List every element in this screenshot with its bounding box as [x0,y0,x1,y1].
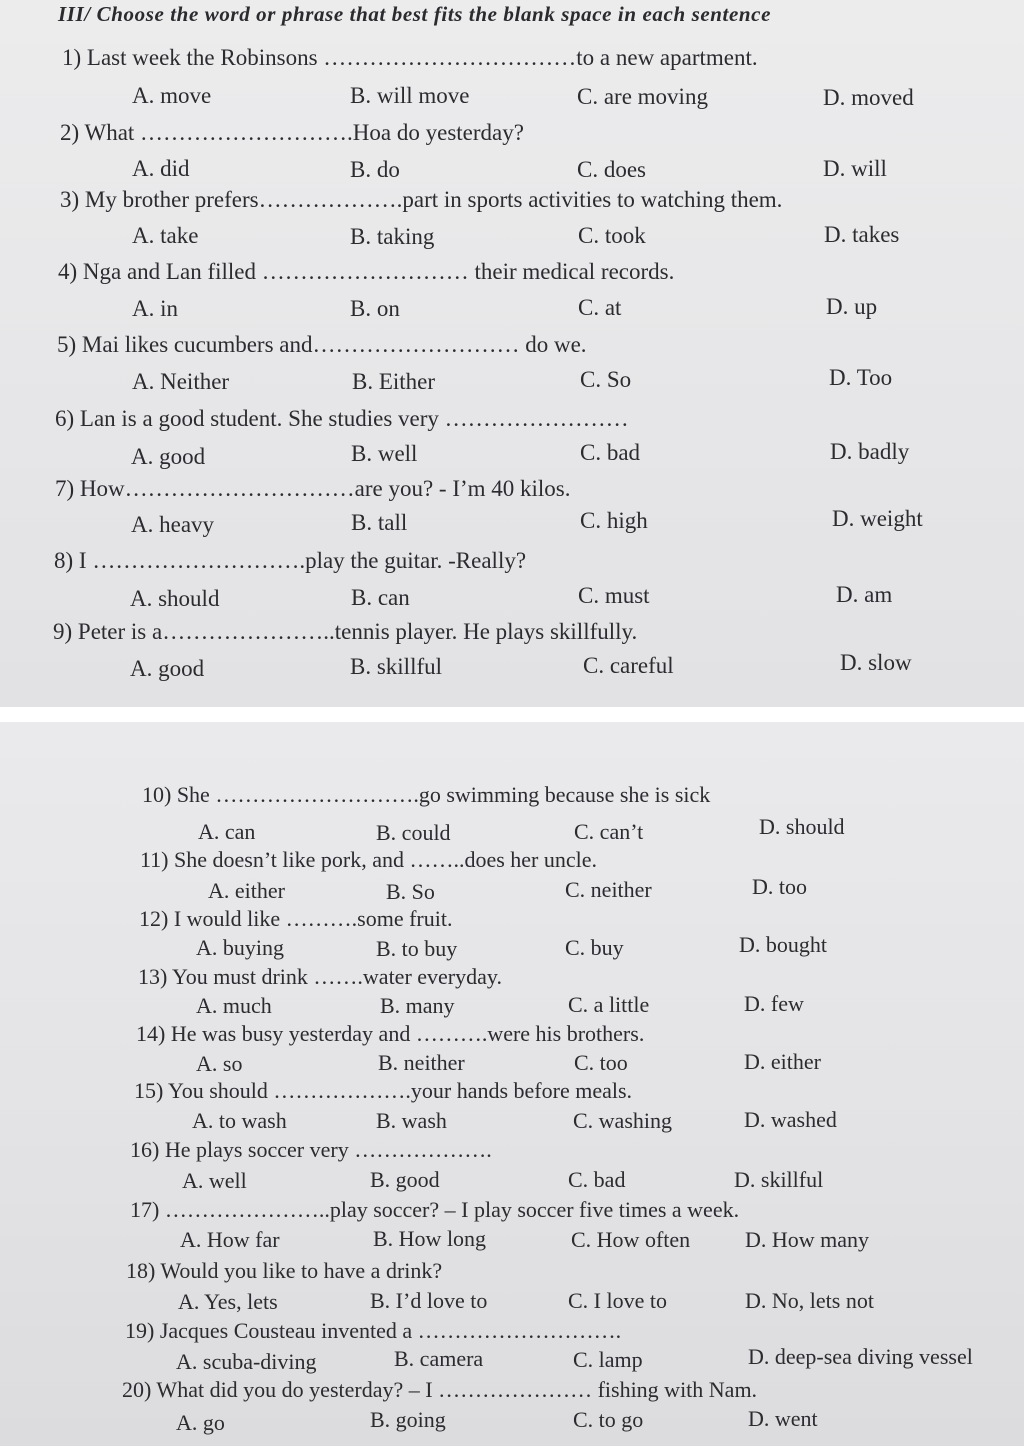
q8-option-d: D. am [836,582,893,607]
q7-option-c: C. high [580,508,648,533]
question-1: 1) Last week the Robinsons ……………………………to a new apartment. [62,45,758,70]
q12-option-b: B. to buy [376,936,458,961]
q1-option-a: A. move [132,83,212,108]
q4-option-c: C. at [578,295,622,320]
question-14: 14) He was busy yesterday and ……….were his brothers. [136,1021,645,1046]
question-2: 2) What ……………………….Hoa do yesterday? [60,120,524,145]
q20-option-c: C. to go [573,1407,644,1432]
worksheet-page-1 [0,0,1024,707]
page-gap [0,707,1024,722]
q1-option-d: D. moved [823,85,914,110]
q17-option-a: A. How far [180,1227,280,1252]
q16-option-a: A. well [182,1168,247,1193]
q11-option-b: B. So [386,879,435,904]
q5-option-c: C. So [580,367,632,392]
q14-option-c: C. too [574,1050,628,1075]
q5-option-b: B. Either [352,369,436,394]
q13-option-c: C. a little [568,992,650,1017]
q10-option-b: B. could [376,820,451,845]
question-3: 3) My brother prefers……………….part in sports activities to watching them. [60,187,783,212]
q11-option-d: D. too [752,874,807,899]
q10-option-a: A. can [198,819,256,844]
q16-option-b: B. good [370,1167,440,1192]
q2-option-b: B. do [350,157,400,182]
q12-option-c: C. buy [565,935,624,960]
q18-option-b: B. I’d love to [370,1288,488,1313]
q7-option-d: D. weight [832,506,923,531]
q4-option-d: D. up [826,294,878,319]
q13-option-b: B. many [380,993,455,1018]
q13-option-d: D. few [744,991,804,1016]
question-6: 6) Lan is a good student. She studies very …………………… [55,406,629,431]
q3-option-d: D. takes [824,222,900,247]
q11-option-a: A. either [208,878,285,903]
question-16: 16) He plays soccer very ………………. [130,1137,492,1162]
q10-option-c: C. can’t [574,819,644,844]
q18-option-a: A. Yes, lets [178,1289,278,1314]
question-9: 9) Peter is a…………………..tennis player. He plays skillfully. [53,619,638,644]
q10-option-d: D. should [759,814,845,839]
q6-option-d: D. badly [830,439,910,464]
q9-option-d: D. slow [840,650,912,675]
q15-option-d: D. washed [744,1107,837,1132]
q14-option-a: A. so [196,1051,243,1076]
question-7: 7) How…………………………are you? - I’m 40 kilos. [55,476,571,501]
question-5: 5) Mai likes cucumbers and……………………… do we. [57,332,587,357]
q1-option-b: B. will move [350,83,470,108]
question-4: 4) Nga and Lan filled ……………………… their medical records. [58,259,675,284]
q4-option-b: B. on [350,296,400,321]
q17-option-d: D. How many [745,1227,870,1252]
q20-option-b: B. going [370,1407,446,1432]
q1-option-c: C. are moving [577,84,708,109]
q3-option-c: C. took [578,223,646,248]
q8-option-a: A. should [130,586,220,611]
q6-option-a: A. good [131,444,206,469]
q15-option-a: A. to wash [192,1108,287,1133]
q19-option-c: C. lamp [573,1347,643,1372]
section-heading: III/ Choose the word or phrase that best fits the blank space in each sentence [58,2,772,26]
q6-option-c: C. bad [580,440,641,465]
q8-option-b: B. can [351,585,410,610]
q9-option-a: A. good [130,656,205,681]
q4-option-a: A. in [132,296,178,321]
q8-option-c: C. must [578,583,650,608]
q18-option-d: D. No, lets not [745,1288,874,1313]
question-11: 11) She doesn’t like pork, and ……..does her uncle. [140,847,598,872]
q14-option-b: B. neither [378,1050,465,1075]
q13-option-a: A. much [196,993,272,1018]
q18-option-c: C. I love to [568,1288,667,1313]
q9-option-c: C. careful [583,653,674,678]
question-8: 8) I ……………………….play the guitar. -Really? [54,548,527,573]
q2-option-c: C. does [577,157,646,182]
q20-option-a: A. go [176,1410,225,1435]
q2-option-a: A. did [132,156,190,181]
q5-option-d: D. Too [829,365,893,390]
q12-option-a: A. buying [196,935,284,960]
q11-option-c: C. neither [565,877,652,902]
q5-option-a: A. Neither [132,369,230,394]
q14-option-d: D. either [744,1049,821,1074]
question-13: 13) You must drink …….water everyday. [138,964,502,989]
q20-option-d: D. went [748,1406,818,1431]
q2-option-d: D. will [823,156,887,181]
question-10: 10) She ……………………….go swimming because she is sick [142,782,711,807]
q17-option-b: B. How long [373,1226,487,1251]
q16-option-d: D. skillful [734,1167,824,1192]
question-15: 15) You should ……………….your hands before meals. [134,1078,633,1103]
question-20: 20) What did you do yesterday? – I ………………… fishing with Nam. [122,1377,758,1402]
q19-option-d: D. deep-sea diving vessel [748,1344,973,1369]
q15-option-c: C. washing [573,1108,672,1133]
question-19: 19) Jacques Cousteau invented a ………………………. [125,1318,622,1343]
q7-option-a: A. heavy [131,512,215,537]
q3-option-b: B. taking [350,224,435,249]
q15-option-b: B. wash [376,1108,447,1133]
worksheet-page-2 [0,722,1024,1446]
q19-option-b: B. camera [394,1346,484,1371]
question-12: 12) I would like ……….some fruit. [139,906,453,931]
q17-option-c: C. How often [571,1227,691,1252]
q12-option-d: D. bought [739,932,827,957]
q9-option-b: B. skillful [350,654,443,679]
q6-option-b: B. well [351,441,418,466]
q3-option-a: A. take [132,223,199,248]
question-17: 17) …………………..play soccer? – I play soccer five times a week. [130,1197,740,1222]
q7-option-b: B. tall [351,510,408,535]
question-18: 18) Would you like to have a drink? [126,1258,443,1283]
q16-option-c: C. bad [568,1167,626,1192]
q19-option-a: A. scuba-diving [176,1349,317,1374]
